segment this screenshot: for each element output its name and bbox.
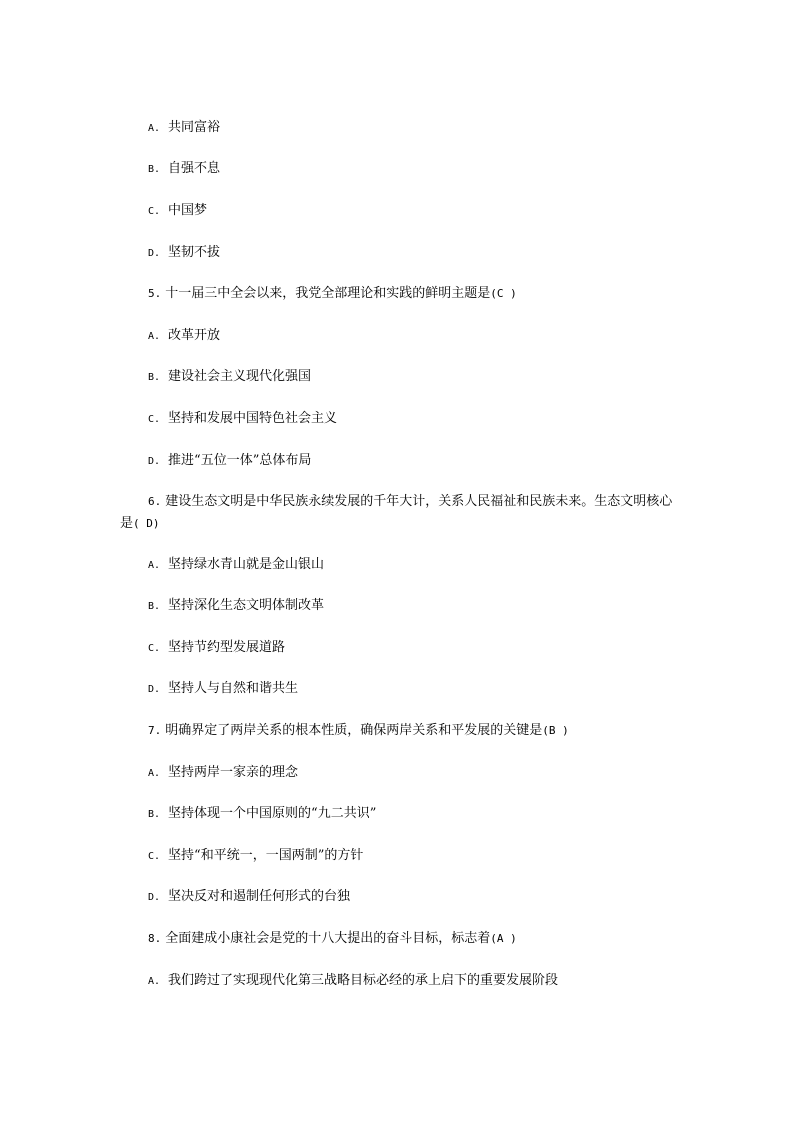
option-label: D.	[148, 892, 161, 903]
question-number: 8.	[148, 932, 162, 945]
option-text: 坚持人与自然和谐共生	[168, 681, 299, 696]
option-label: D.	[148, 248, 161, 259]
option-c	[148, 411, 337, 428]
option-c	[148, 640, 285, 657]
option-label: A.	[148, 560, 161, 571]
option-d	[148, 889, 350, 906]
option-text: 坚持体现一个中国原则的“九二共识”	[168, 806, 377, 821]
option-c	[148, 848, 363, 865]
option-a	[148, 120, 220, 137]
option-text: 坚决反对和遏制任何形式的台独	[168, 889, 351, 904]
option-text: 坚持两岸一家亲的理念	[168, 765, 299, 780]
question-text: 全面建成小康社会是党的十八大提出的奋斗目标，标志着	[165, 931, 491, 946]
option-text: 我们跨过了实现现代化第三战略目标必经的承上启下的重要发展阶段	[168, 973, 559, 988]
option-label: D.	[148, 684, 161, 695]
question-text: 明确界定了两岸关系的根本性质，确保两岸关系和平发展的关键是	[165, 723, 543, 738]
question-8	[148, 931, 517, 947]
option-a	[148, 765, 298, 782]
option-text: 坚持和发展中国特色社会主义	[168, 411, 338, 426]
option-label: C.	[148, 643, 161, 654]
question-7	[148, 723, 569, 739]
option-text: 共同富裕	[168, 120, 221, 135]
question-number: 7.	[148, 724, 162, 737]
option-text: 坚持绿水青山就是金山银山	[168, 557, 325, 572]
question-text: 十一届三中全会以来，我党全部理论和实践的鲜明主题是	[165, 286, 491, 301]
option-label: A.	[148, 768, 161, 779]
answer-mark: ( D)	[133, 517, 160, 530]
option-a	[148, 973, 558, 990]
option-label: B.	[148, 164, 161, 175]
option-b	[148, 598, 324, 615]
option-b	[148, 161, 220, 178]
option-text: 推进“五位一体”总体布局	[168, 453, 312, 468]
option-label: A.	[148, 976, 161, 987]
option-label: C.	[148, 851, 161, 862]
question-5	[148, 286, 517, 302]
answer-mark: (B )	[542, 724, 569, 737]
answer-mark: (A )	[490, 932, 517, 945]
option-label: A.	[148, 123, 161, 134]
question-number: 5.	[148, 287, 162, 300]
option-b	[148, 806, 376, 823]
option-a	[148, 557, 324, 574]
option-text: 建设社会主义现代化强国	[168, 369, 312, 384]
question-6	[120, 491, 680, 535]
option-text: 中国梦	[168, 203, 208, 218]
option-d	[148, 245, 220, 262]
option-text: 改革开放	[168, 328, 221, 343]
option-label: B.	[148, 601, 161, 612]
option-d	[148, 681, 298, 698]
question-number: 6.	[148, 495, 162, 508]
option-label: C.	[148, 206, 161, 217]
option-label: C.	[148, 414, 161, 425]
question-text: 建设生态文明是中华民族永续发展的千年大计，关系人民福祉和民族未来。生态文明核心是	[120, 494, 673, 531]
option-text: 坚持节约型发展道路	[168, 640, 286, 655]
option-text: 自强不息	[168, 161, 221, 176]
option-label: A.	[148, 331, 161, 342]
option-d	[148, 453, 311, 470]
option-text: 坚持“和平统一，一国两制”的方针	[168, 848, 364, 863]
option-c	[148, 203, 207, 220]
option-a	[148, 328, 220, 345]
option-label: D.	[148, 456, 161, 467]
option-label: B.	[148, 809, 161, 820]
option-text: 坚韧不拔	[168, 245, 221, 260]
option-b	[148, 369, 311, 386]
option-text: 坚持深化生态文明体制改革	[168, 598, 325, 613]
answer-mark: (C )	[490, 287, 517, 300]
option-label: B.	[148, 372, 161, 383]
